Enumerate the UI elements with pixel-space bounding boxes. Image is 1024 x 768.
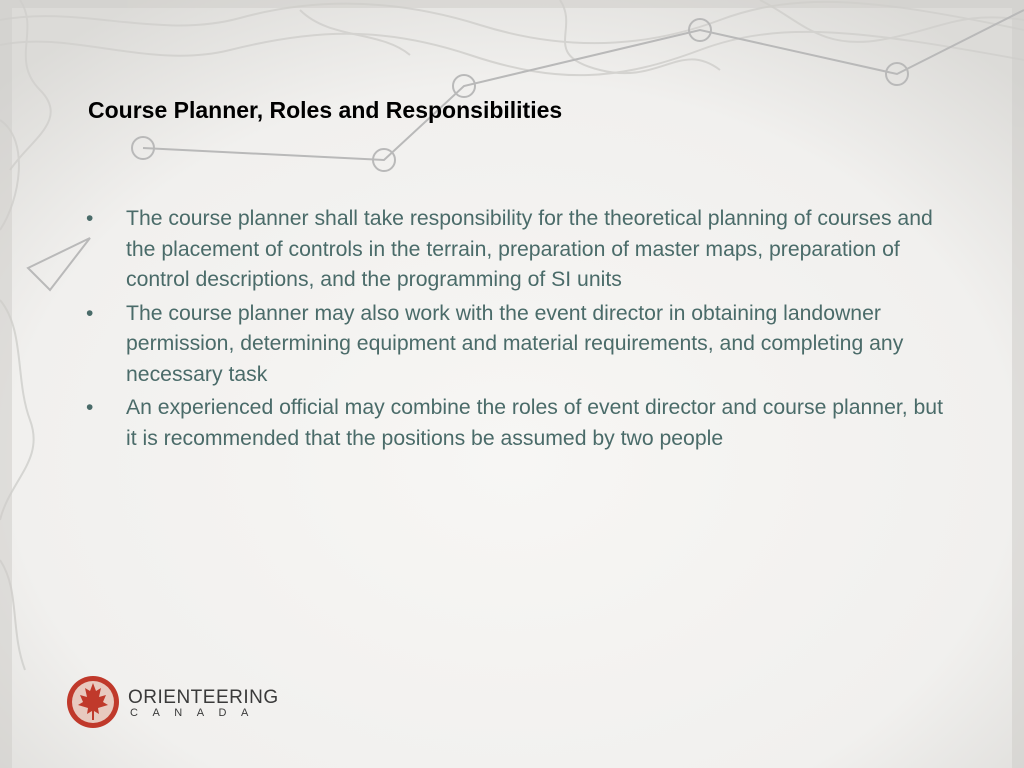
bullet-text-2: The course planner may also work with the event director in obtaining landowner permission, determining equipment and material requirements, and completing any necessary task <box>126 301 904 386</box>
bullet-marker: • <box>86 207 94 230</box>
logo-wordmark-canada: CANADA <box>130 707 263 719</box>
bullet-item-2 <box>86 299 946 391</box>
bullet-marker: • <box>86 396 94 419</box>
bullet-marker: • <box>86 301 94 325</box>
bullet-item-3 <box>86 393 946 454</box>
logo-wordmark-orienteering: ORIENTEERING <box>128 687 279 708</box>
slide-title: Course Planner, Roles and Responsibilities <box>88 97 563 123</box>
bullet-text-3: An experienced official may combine the roles of event director and course planner, but it is recommended that the positions be assumed by two people <box>126 396 943 450</box>
bullet-item-1 <box>86 204 946 296</box>
bullet-text-1: The course planner shall take responsibility for the theoretical planning of courses and the placement of controls in the terrain, preparation of master maps, preparation of control descriptions, and the programming of SI units <box>126 207 933 291</box>
bullet-list <box>86 204 946 457</box>
